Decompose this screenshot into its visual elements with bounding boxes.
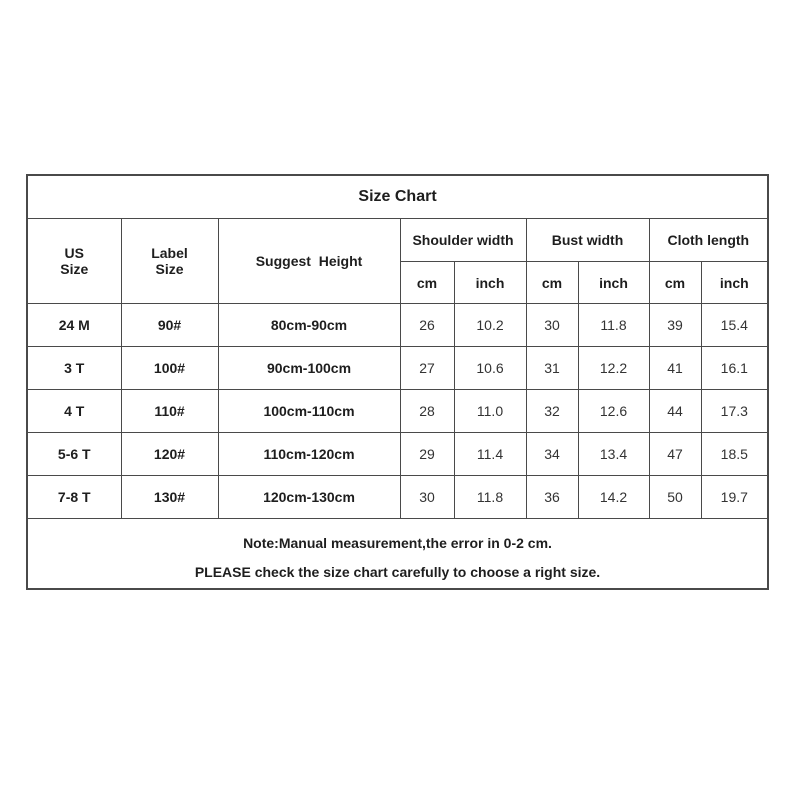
header-suggest-height: Suggest Height: [218, 219, 400, 304]
header-length-cm: cm: [649, 262, 701, 304]
us-size-cell: 7-8 T: [28, 476, 121, 519]
note-check-size: PLEASE check the size chart carefully to choose a right size.: [194, 564, 601, 580]
bust-cm-cell: 36: [526, 476, 578, 519]
length-cm-cell: 39: [649, 304, 701, 347]
header-length-inch: inch: [701, 262, 767, 304]
us-size-cell: 3 T: [28, 347, 121, 390]
table-row: [28, 347, 767, 390]
us-size-cell: 24 M: [28, 304, 121, 347]
shoulder-inch-cell: 11.0: [454, 390, 526, 433]
header-label-size-line1: Label: [151, 245, 188, 261]
length-inch-cell: 15.4: [701, 304, 767, 347]
header-bust-width: Bust width: [526, 219, 649, 262]
shoulder-cm-cell: 29: [400, 433, 454, 476]
table-row: [28, 433, 767, 476]
length-cm-cell: 47: [649, 433, 701, 476]
height-cell: 90cm-100cm: [218, 347, 400, 390]
table-row: [28, 390, 767, 433]
header-us-size: [28, 219, 121, 304]
length-cm-cell: 41: [649, 347, 701, 390]
us-size-cell: 5-6 T: [28, 433, 121, 476]
bust-cm-cell: 34: [526, 433, 578, 476]
header-shoulder-cm: cm: [400, 262, 454, 304]
bust-inch-cell: 13.4: [578, 433, 649, 476]
label-size-cell: 100#: [121, 347, 218, 390]
note-measurement: Note:Manual measurement,the error in 0-2 cm.: [243, 535, 552, 551]
bust-cm-cell: 32: [526, 390, 578, 433]
header-shoulder-width: Shoulder width: [400, 219, 526, 262]
header-bust-cm: cm: [526, 262, 578, 304]
header-shoulder-inch: inch: [454, 262, 526, 304]
header-label-size-line2: Size: [155, 261, 184, 277]
bust-cm-cell: 31: [526, 347, 578, 390]
shoulder-cm-cell: 30: [400, 476, 454, 519]
label-size-cell: 90#: [121, 304, 218, 347]
bust-cm-cell: 30: [526, 304, 578, 347]
chart-title: Size Chart: [28, 176, 767, 219]
length-inch-cell: 17.3: [701, 390, 767, 433]
header-bust-inch: inch: [578, 262, 649, 304]
length-inch-cell: 18.5: [701, 433, 767, 476]
height-cell: 80cm-90cm: [218, 304, 400, 347]
size-table: [28, 176, 767, 519]
notes: [28, 522, 767, 588]
table-row: [28, 304, 767, 347]
bust-inch-cell: 11.8: [578, 304, 649, 347]
table-row: [28, 476, 767, 519]
height-cell: 110cm-120cm: [218, 433, 400, 476]
shoulder-inch-cell: 11.8: [454, 476, 526, 519]
height-cell: 100cm-110cm: [218, 390, 400, 433]
shoulder-cm-cell: 26: [400, 304, 454, 347]
label-size-cell: 130#: [121, 476, 218, 519]
header-us-size-line1: US: [64, 245, 84, 261]
length-cm-cell: 44: [649, 390, 701, 433]
bust-inch-cell: 12.2: [578, 347, 649, 390]
shoulder-inch-cell: 11.4: [454, 433, 526, 476]
bust-inch-cell: 12.6: [578, 390, 649, 433]
height-cell: 120cm-130cm: [218, 476, 400, 519]
bust-inch-cell: 14.2: [578, 476, 649, 519]
header-us-size-line2: Size: [60, 261, 89, 277]
length-inch-cell: 16.1: [701, 347, 767, 390]
label-size-cell: 120#: [121, 433, 218, 476]
length-cm-cell: 50: [649, 476, 701, 519]
shoulder-cm-cell: 27: [400, 347, 454, 390]
header-cloth-length: Cloth length: [649, 219, 767, 262]
size-chart: [26, 174, 769, 590]
length-inch-cell: 19.7: [701, 476, 767, 519]
header-label-size: [121, 219, 218, 304]
shoulder-inch-cell: 10.2: [454, 304, 526, 347]
shoulder-inch-cell: 10.6: [454, 347, 526, 390]
shoulder-cm-cell: 28: [400, 390, 454, 433]
us-size-cell: 4 T: [28, 390, 121, 433]
label-size-cell: 110#: [121, 390, 218, 433]
